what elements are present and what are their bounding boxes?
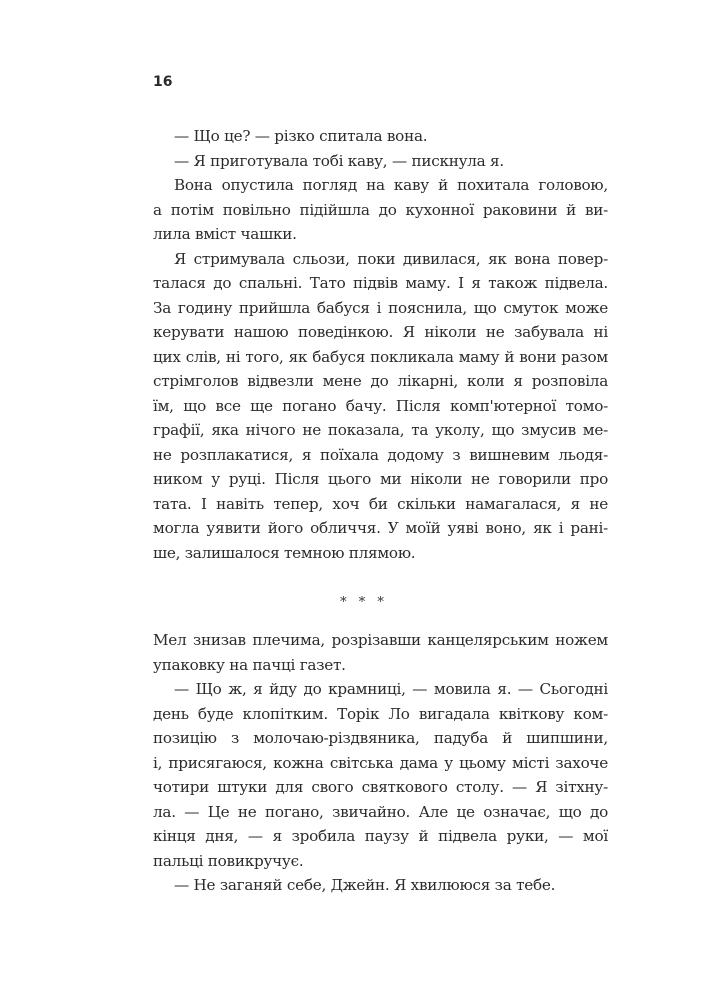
text-line: Мел знизав плечима, розрізавши канцелярським ножем bbox=[153, 631, 608, 649]
text-line: Вона опустила погляд на каву й похитала головою, bbox=[174, 176, 608, 194]
text-line: За годину прийшла бабуся і пояснила, що смуток може bbox=[153, 298, 608, 317]
text-line: цих слів, ні того, як бабуся покликала маму й вони разом bbox=[153, 347, 608, 366]
text-line: — Не заганяй себе, Джейн. Я хвилююся за тебе. bbox=[174, 876, 556, 894]
paragraph bbox=[153, 873, 608, 898]
paragraph bbox=[153, 677, 608, 873]
text-section-1 bbox=[153, 124, 608, 565]
text-line: упаковку на пачці газет. bbox=[153, 655, 346, 674]
text-line: пальці повикручує. bbox=[153, 851, 304, 870]
text-line: талася до спальні. Тато підвів маму. І я також підвела. bbox=[153, 274, 608, 292]
paragraph bbox=[153, 124, 608, 149]
text-line: ла. — Це не погано, звичайно. Але це означає, що до bbox=[153, 802, 608, 821]
text-line: ником у руці. Після цього ми ніколи не говорили про bbox=[153, 470, 608, 488]
section-separator: * * * bbox=[340, 595, 388, 610]
text-line: кінця дня, — я зробила паузу й підвела руки, — мої bbox=[153, 827, 608, 845]
text-section-2 bbox=[153, 628, 608, 898]
text-line: позицію з молочаю-різдвяника, падуба й шипшини, bbox=[153, 729, 608, 747]
text-line: лила вміст чашки. bbox=[153, 225, 297, 243]
text-line: Я стримувала сльози, поки дивилася, як вона повер- bbox=[174, 249, 608, 268]
text-line: графії, яка нічого не показала, та уколу, що змусив ме- bbox=[153, 421, 608, 439]
paragraph bbox=[153, 247, 608, 566]
text-line: могла уявити його обличчя. У моїй уяві воно, як і рані- bbox=[153, 519, 608, 537]
text-line: — Я приготувала тобі каву, — пискнула я. bbox=[174, 151, 504, 170]
text-line: керувати нашою поведінкою. Я ніколи не забувала ні bbox=[153, 323, 608, 341]
text-line: їм, що все ще погано бачу. Після комп'ютерної томо- bbox=[153, 396, 608, 415]
text-line: чотири штуки для свого святкового столу. — Я зітхну- bbox=[153, 778, 608, 796]
paragraph bbox=[153, 628, 608, 677]
text-line: — Що ж, я йду до крамниці, — мовила я. — Сьогодні bbox=[174, 680, 608, 698]
text-line: стрімголов відвезли мене до лікарні, коли я розповіла bbox=[153, 372, 608, 390]
paragraph bbox=[153, 173, 608, 247]
paragraph bbox=[153, 149, 608, 174]
text-line: а потім повільно підійшла до кухонної раковини й ви- bbox=[153, 200, 608, 219]
text-line: — Що це? — різко спитала вона. bbox=[174, 127, 428, 145]
text-line: тата. І навіть тепер, хоч би скільки намагалася, я не bbox=[153, 494, 608, 513]
page-number: 16 bbox=[153, 74, 173, 90]
text-line: і, присягаюся, кожна світська дама у цьому місті захоче bbox=[153, 753, 608, 772]
text-line: день буде клопітким. Торік Ло вигадала квіткову ком- bbox=[153, 704, 608, 723]
text-line: ше, залишалося темною плямою. bbox=[153, 543, 416, 562]
text-line: не розплакатися, я поїхала додому з вишневим льодя- bbox=[153, 445, 608, 464]
